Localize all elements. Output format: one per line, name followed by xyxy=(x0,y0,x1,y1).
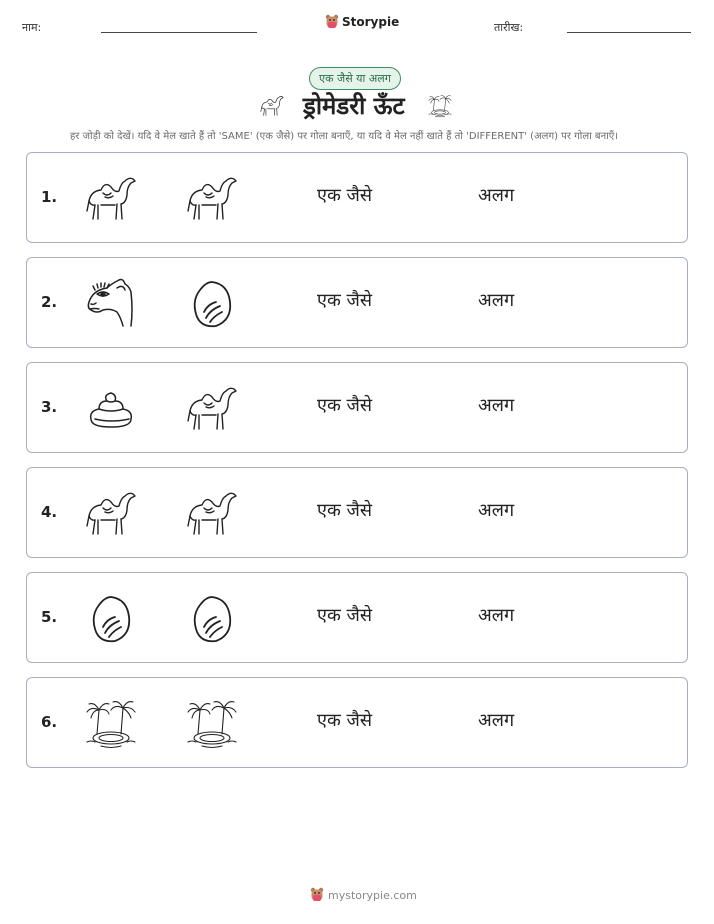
oasis-icon xyxy=(182,696,242,752)
date-fruit-icon xyxy=(182,591,242,647)
camel-icon xyxy=(182,486,242,542)
different-option[interactable]: अलग xyxy=(478,290,515,311)
different-option[interactable]: अलग xyxy=(478,605,515,626)
camel-icon xyxy=(182,381,242,437)
pair-number: 1. xyxy=(41,188,58,206)
worksheet-type-badge: एक जैसे या अलग xyxy=(309,67,401,90)
date-fruit-icon xyxy=(81,591,141,647)
date-label: तारीख: xyxy=(494,21,524,34)
page-title: ड्रोमेडरी ऊँट xyxy=(303,92,405,120)
camel-icon xyxy=(182,171,242,227)
same-option[interactable]: एक जैसे xyxy=(317,395,373,416)
name-label: नाम: xyxy=(22,21,42,34)
footer xyxy=(310,887,417,903)
different-option[interactable]: अलग xyxy=(478,185,515,206)
pair-number: 4. xyxy=(41,503,58,521)
pair-number: 6. xyxy=(41,713,58,731)
same-option[interactable]: एक जैसे xyxy=(317,710,373,731)
camel-head-icon xyxy=(81,276,141,332)
title-oasis-icon xyxy=(425,93,455,119)
pair-card xyxy=(26,677,688,768)
oasis-icon xyxy=(81,696,141,752)
same-option[interactable]: एक जैसे xyxy=(317,185,373,206)
pair-number: 5. xyxy=(41,608,58,626)
pair-card xyxy=(26,257,688,348)
pair-number: 2. xyxy=(41,293,58,311)
date-fruit-icon xyxy=(182,276,242,332)
brand-logo xyxy=(325,14,399,30)
same-option[interactable]: एक जैसे xyxy=(317,605,373,626)
pair-card xyxy=(26,467,688,558)
pair-number: 3. xyxy=(41,398,58,416)
camel-icon xyxy=(81,171,141,227)
pair-card xyxy=(26,152,688,243)
brand-name: Storypie xyxy=(342,15,400,29)
storypie-bear-icon xyxy=(310,887,324,903)
camel-icon xyxy=(81,486,141,542)
same-option[interactable]: एक जैसे xyxy=(317,500,373,521)
different-option[interactable]: अलग xyxy=(478,710,515,731)
different-option[interactable]: अलग xyxy=(478,500,515,521)
storypie-bear-icon xyxy=(325,14,339,30)
instructions: हर जोड़ी को देखें। यदि वे मेल खाते हैं तो 'SAME' (एक जैसे) पर गोला बनाएँ, या यदि वे मेल नहीं खाते हैं तो 'DIFFERENT' (अलग) पर गोला बनाएँ। xyxy=(70,131,619,142)
title-camel-icon xyxy=(258,92,286,120)
same-option[interactable]: एक जैसे xyxy=(317,290,373,311)
name-field[interactable] xyxy=(101,32,257,33)
different-option[interactable]: अलग xyxy=(478,395,515,416)
dung-icon xyxy=(81,381,141,437)
pair-card xyxy=(26,362,688,453)
footer-url[interactable]: mystorypie.com xyxy=(328,888,417,902)
pair-card xyxy=(26,572,688,663)
date-field[interactable] xyxy=(567,32,691,33)
